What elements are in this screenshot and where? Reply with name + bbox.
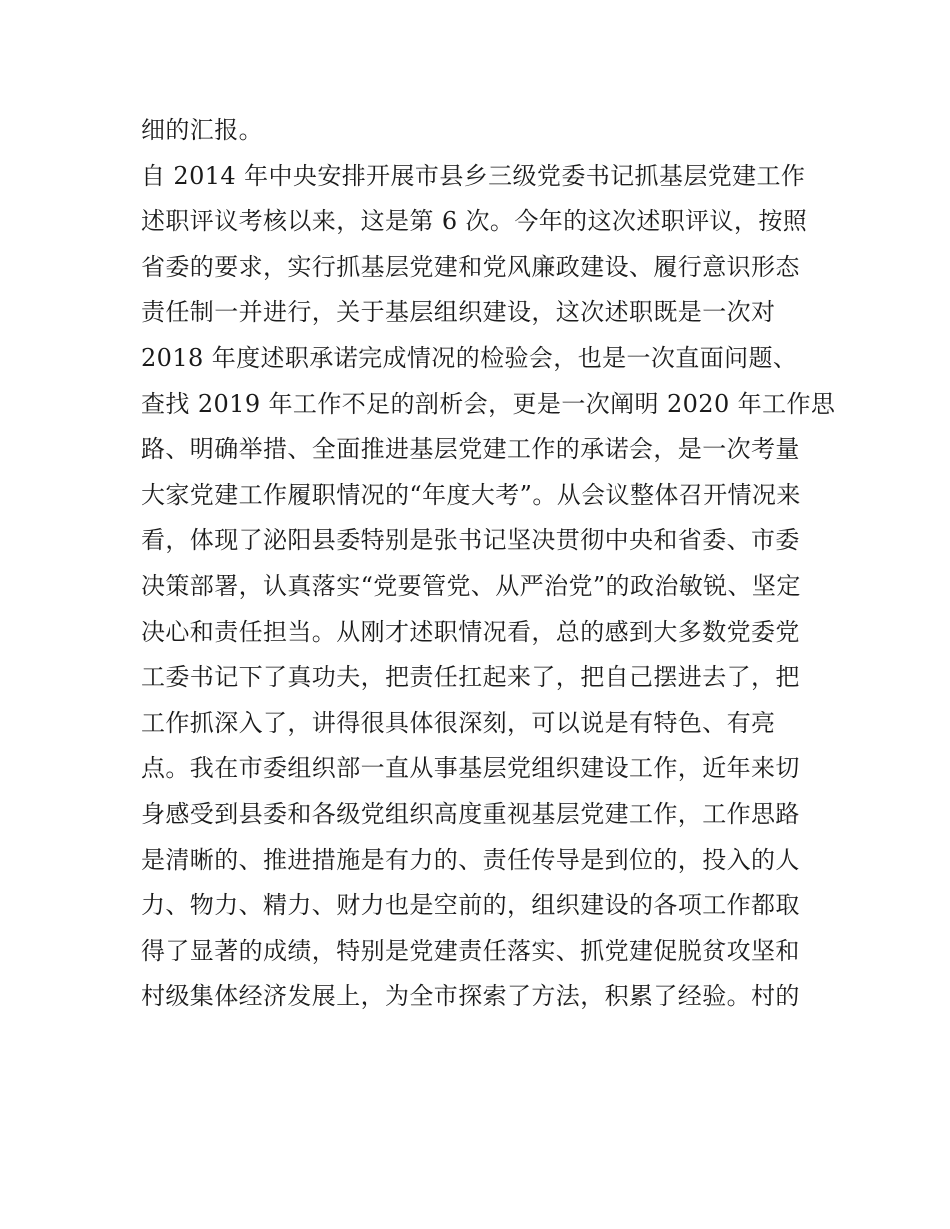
text-line: 工委书记下了真功夫，把责任扛起来了，把自己摆进去了，把 — [141, 663, 800, 692]
text-line: 身感受到县委和各级党组织高度重视基层党建工作，工作思路 — [141, 799, 800, 828]
text-line: 看，体现了泌阳县委特别是张书记坚决贯彻中央和省委、市委 — [141, 526, 800, 555]
text-line: 力、物力、精力、财力也是空前的，组织建设的各项工作都取 — [141, 891, 800, 920]
text-line: 点。我在市委组织部一直从事基层党组织建设工作，近年来切 — [141, 754, 800, 783]
text-line: 细的汇报。 — [141, 116, 263, 144]
text-line: 工作抓深入了，讲得很具体很深刻，可以说是有特色、有亮 — [141, 708, 776, 737]
text-line: 大家党建工作履职情况的“年度大考”。从会议整体召开情况来 — [141, 480, 801, 509]
text-line: 查找 2019 年工作不足的剖析会，更是一次阐明 2020 年工作思 — [141, 389, 836, 418]
text-line: 自 2014 年中央安排开展市县乡三级党委书记抓基层党建工作 — [141, 161, 806, 190]
body-text — [141, 108, 836, 1020]
text-line: 村级集体经济发展上，为全市探索了方法，积累了经验。村的 — [141, 982, 800, 1011]
text-line: 得了显著的成绩，特别是党建责任落实、抓党建促脱贫攻坚和 — [141, 936, 800, 965]
text-line: 述职评议考核以来，这是第 6 次。今年的这次述职评议，按照 — [141, 207, 808, 236]
text-line: 责任制一并进行，关于基层组织建设，这次述职既是一次对 — [141, 298, 776, 327]
text-line: 路、明确举措、全面推进基层党建工作的承诺会，是一次考量 — [141, 435, 800, 464]
text-line: 是清晰的、推进措施是有力的、责任传导是到位的，投入的人 — [141, 845, 800, 874]
text-line: 决策部署，认真落实“党要管党、从严治党”的政治敏锐、坚定 — [141, 571, 801, 600]
text-line: 省委的要求，实行抓基层党建和党风廉政建设、履行意识形态 — [141, 252, 800, 281]
text-line: 2018 年度述职承诺完成情况的检验会，也是一次直面问题、 — [141, 343, 798, 372]
text-line: 决心和责任担当。从刚才述职情况看，总的感到大多数党委党 — [141, 617, 800, 646]
